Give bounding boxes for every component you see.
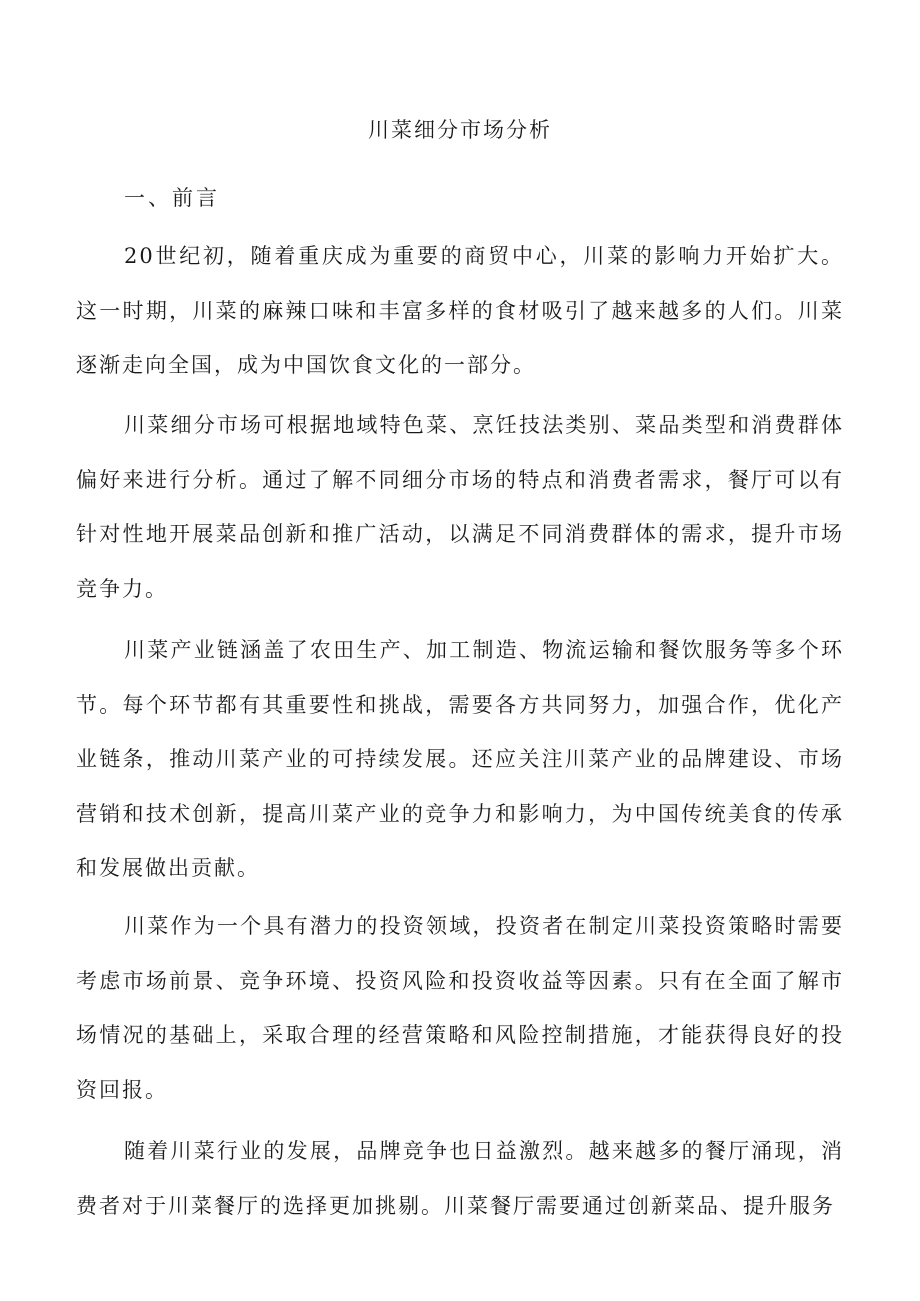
paragraph: 川菜细分市场可根据地域特色菜、烹饪技法类别、菜品类型和消费群体偏好来进行分析。通过了解不同细分市场的特点和消费者需求，餐厅可以有针对性地开展菜品创新和推广活动，以满足不同消费群体的需求，提升市场竞争力。	[76, 413, 844, 601]
document-title: 川菜细分市场分析	[368, 118, 552, 142]
paragraph: 随着川菜行业的发展，品牌竞争也日益激烈。越来越多的餐厅涌现，消费者对于川菜餐厅的选择更加挑剔。川菜餐厅需要通过创新菜品、提升服务	[76, 1139, 844, 1218]
section-heading: 一、前言	[124, 186, 220, 210]
paragraph: 川菜作为一个具有潜力的投资领域，投资者在制定川菜投资策略时需要考虑市场前景、竞争环境、投资风险和投资收益等因素。只有在全面了解市场情况的基础上，采取合理的经营策略和风险控制措施，才能获得良好的投资回报。	[76, 914, 844, 1102]
paragraph: 川菜产业链涵盖了农田生产、加工制造、物流运输和餐饮服务等多个环节。每个环节都有其重要性和挑战，需要各方共同努力，加强合作，优化产业链条，推动川菜产业的可持续发展。还应关注川菜产业的品牌建设、市场营销和技术创新，提高川菜产业的竞争力和影响力，为中国传统美食的传承和发展做出贡献。	[76, 638, 844, 880]
paragraph: 20世纪初，随着重庆成为重要的商贸中心，川菜的影响力开始扩大。这一时期，川菜的麻辣口味和丰富多样的食材吸引了越来越多的人们。川菜逐渐走向全国，成为中国饮食文化的一部分。	[76, 244, 844, 377]
